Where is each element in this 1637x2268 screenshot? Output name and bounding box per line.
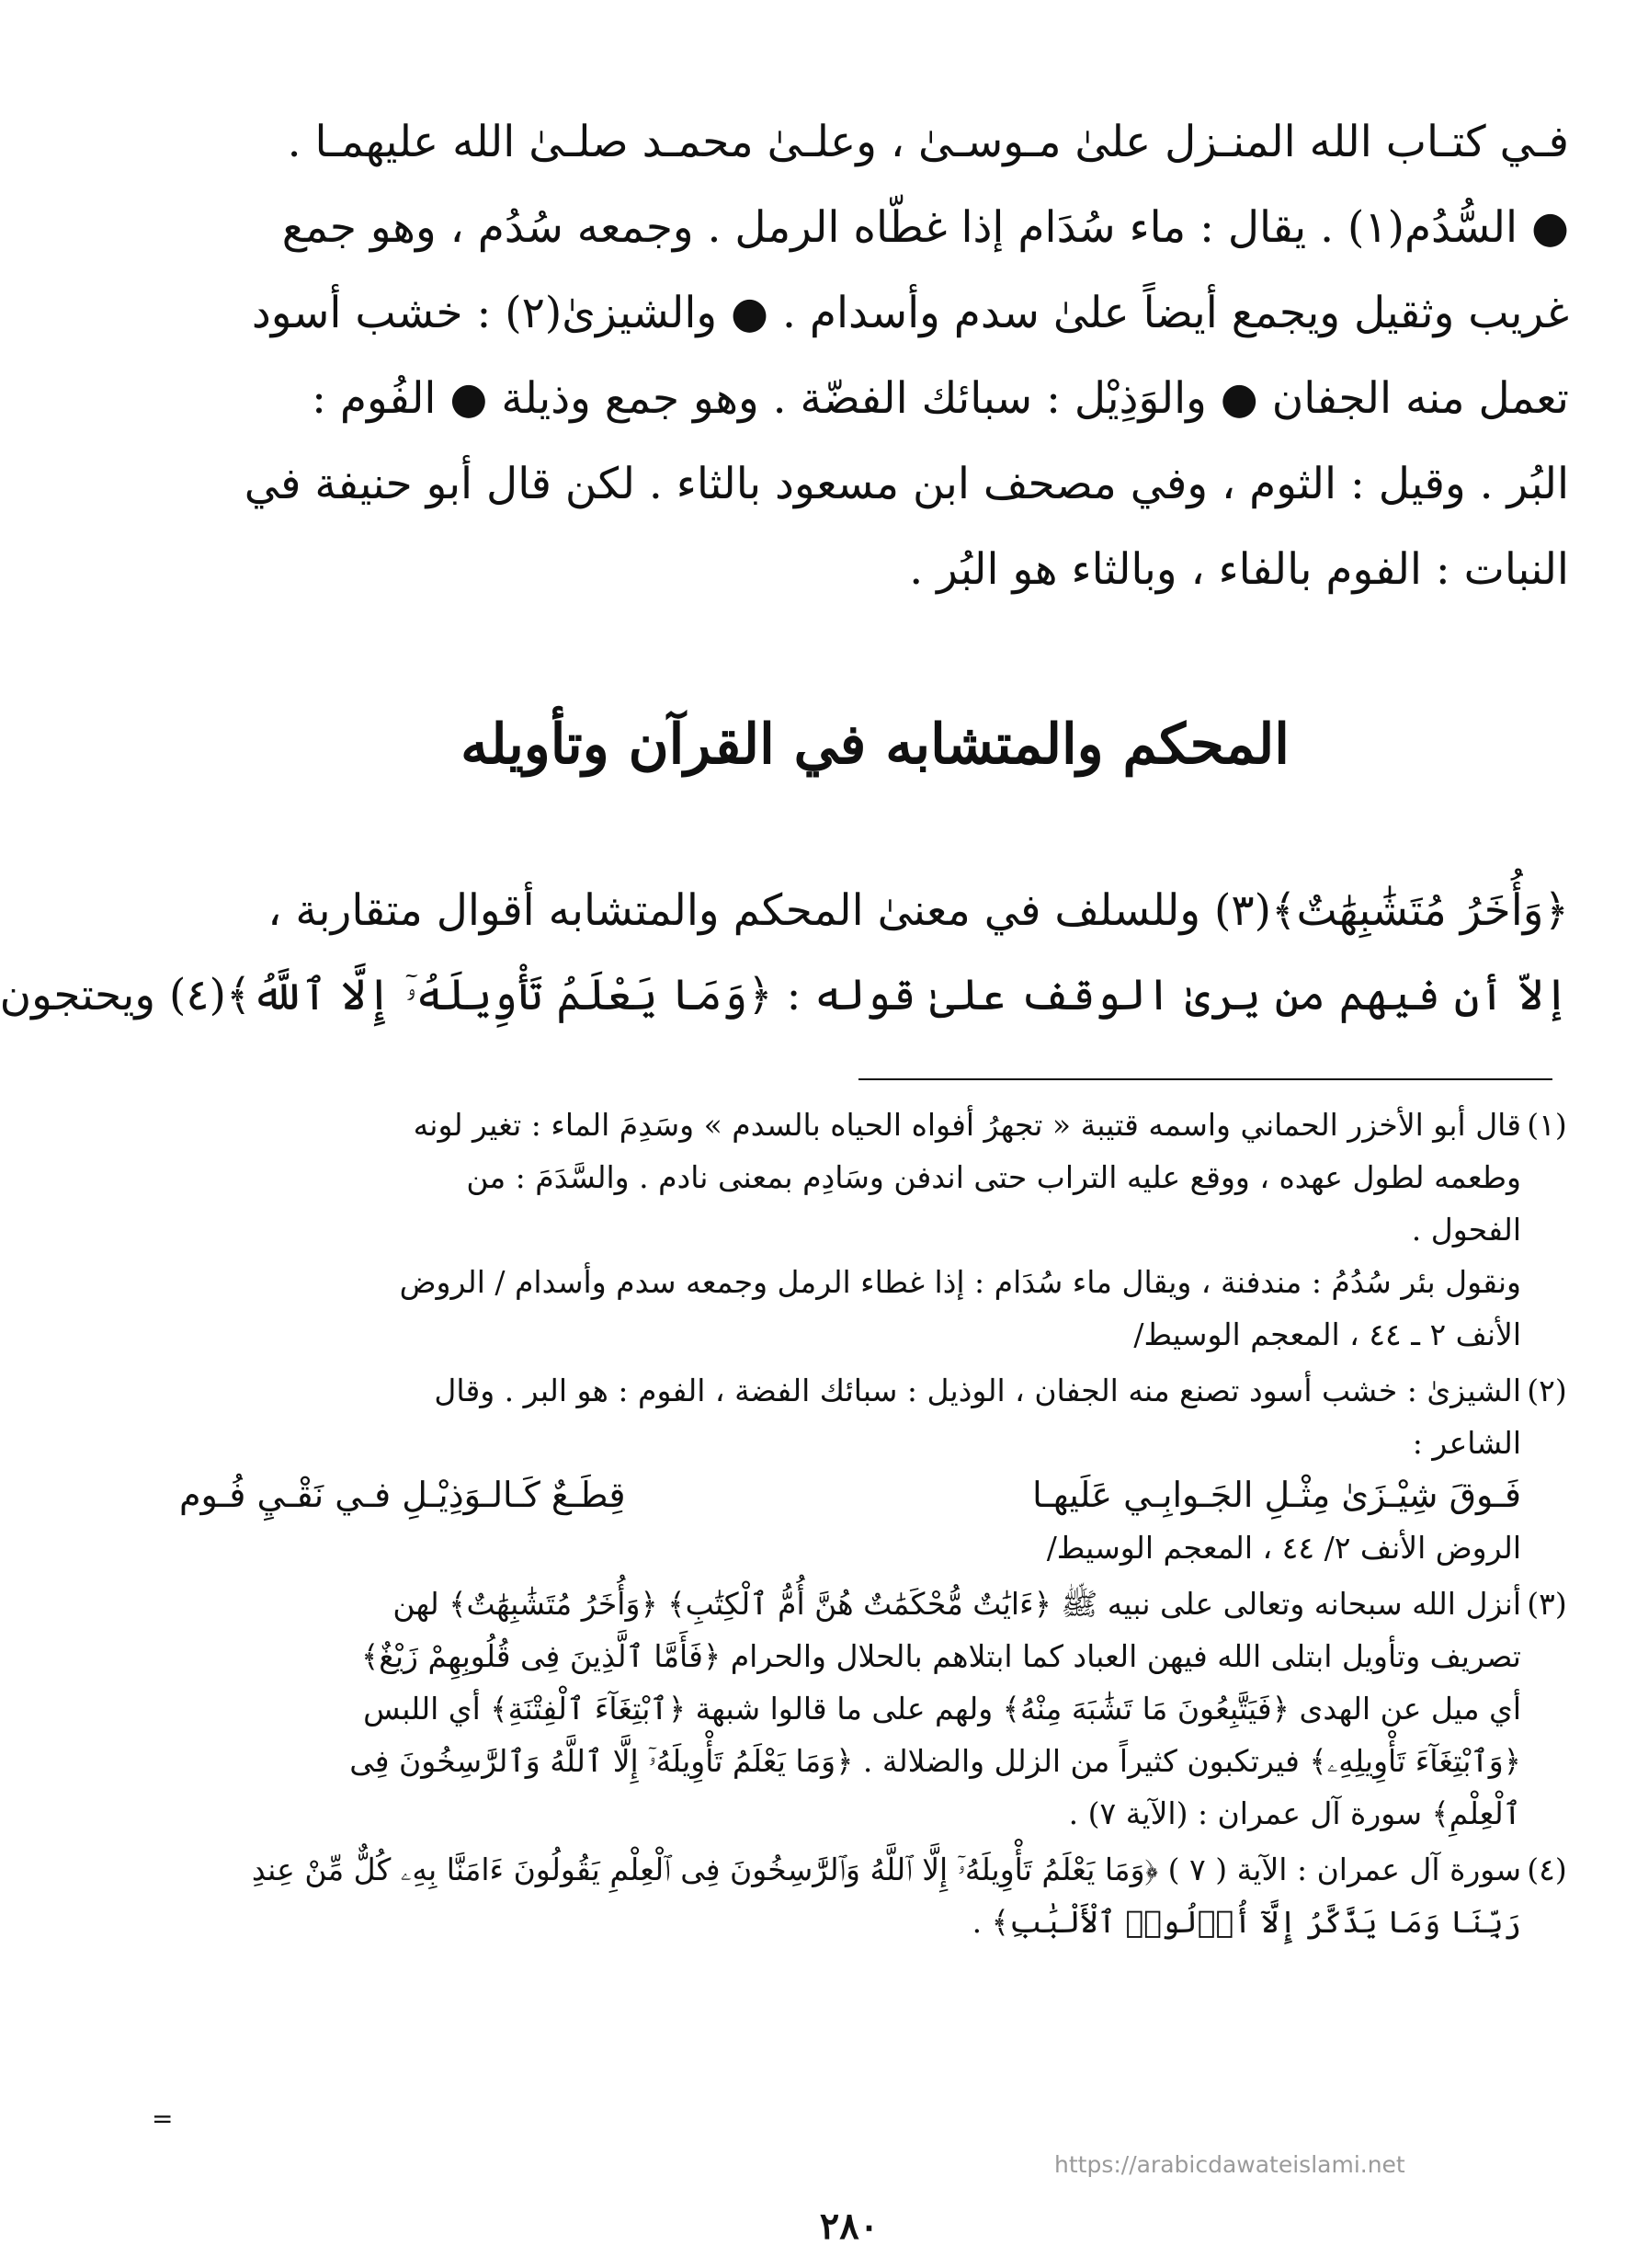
- body-paragraph: [181, 99, 1569, 612]
- footnote-4: [170, 1843, 1567, 1948]
- footnote-line: أي ميل عن الهدى ﴿فَيَتَّبِعُونَ مَا تَشَٰبَهَ مِنْهُ﴾ ولهم على ما قالوا شبهة ﴿ٱبْتِغَآءَ ٱلْفِتْنَةِ﴾ أي اللبس: [363, 1691, 1521, 1727]
- footnote-line: أنزل الله سبحانه وتعالى على نبيه ﷺ ﴿ءَايَٰتٌ مُّحْكَمَٰتٌ هُنَّ أُمُّ ٱلْكِتَٰبِ﴾ ﴿وَأُخَرُ مُتَشَٰبِهَٰتٌ﴾ لهن: [392, 1586, 1521, 1622]
- page-number: ٢٨٠: [819, 2205, 880, 2248]
- body-line: فـي كتـاب الله المنـزل علىٰ مـوسـىٰ ، وعلـىٰ محمـد صلـىٰ الله عليهمـا .: [287, 117, 1569, 167]
- footnote-divider: [858, 1078, 1552, 1080]
- footnote-number: (٢): [1527, 1373, 1567, 1408]
- footnote-line: الروض الأنف ٢/ ٤٤ ، المعجم الوسيط/: [1046, 1530, 1521, 1566]
- body-line: غريب وثقيل ويجمع أيضاً علىٰ سدم وأسدام . ● والشيزىٰ(٢) : خشب أسود: [251, 288, 1569, 338]
- body-line: تعمل منه الجفان ● والوَذِيْل : سبائك الفضّة . وهو جمع وذيلة ● الفُوم :: [312, 373, 1569, 424]
- footnote-line: تصريف وتأويل ابتلى الله فيهن العباد كما ابتلاهم بالحلال والحرام ﴿فَأَمَّا ٱلَّذِينَ فِى قُلُوبِهِمْ زَيْغٌ﴾: [360, 1638, 1521, 1674]
- poem-hemistich-first: فَـوقَ شِيْـزَىٰ مِثْـلِ الجَـوابِـي عَلَيهـا: [1032, 1475, 1521, 1515]
- section-line: ﴿وَأُخَرُ مُتَشَٰبِهَٰتٌ﴾(٣) وللسلف في معنىٰ المحكم والمتشابه أقوال متقاربة ،: [267, 885, 1569, 936]
- body-line: البُر . وقيل : الثوم ، وفي مصحف ابن مسعود بالثاء . لكن قال أبو حنيفة في: [244, 459, 1569, 509]
- footnote-2: [170, 1364, 1567, 1574]
- section-paragraph: [0, 869, 1569, 1038]
- footnote-line: وطعمه لطول عهده ، ووقع عليه التراب حتى اندفن وسَادِم بمعنى نادم . والسَّدَمَ : من: [466, 1159, 1521, 1195]
- footnote-line: سورة آل عمران : الآية ( ٧ ) ﴿وَمَا يَعْلَمُ تَأْوِيلَهُۥٓ إِلَّا ٱللَّهُ وَٱلرَّٰسِخُونَ فِى ٱلْعِلْمِ يَقُولُونَ ءَامَنَّا بِهِۦ كُلٌّ مِّنْ عِندِ: [251, 1852, 1521, 1887]
- continuation-mark: =: [152, 2103, 174, 2134]
- footnote-number: (٣): [1527, 1586, 1567, 1622]
- footnote-line: ونقول بئر سُدُمُ : مندفنة ، ويقال ماء سُدَام : إذا غطاء الرمل وجمعه سدم وأسدام / الروض: [399, 1264, 1521, 1300]
- footnote-1: [170, 1099, 1567, 1361]
- footnote-line: الشاعر :: [1412, 1425, 1521, 1461]
- section-line: إلاّ أن فيهم من يرىٰ الوقف علىٰ قوله : ﴿وَمَا يَعْلَمُ تَأْوِيلَهُۥٓ إِلَّا ٱللَّهُ﴾(٤) ويحتجون: [0, 970, 1569, 1020]
- body-line: النبات : الفوم بالفاء ، وبالثاء هو البُر .: [909, 544, 1569, 595]
- poem-verse: [170, 1469, 1521, 1521]
- footnote-line: ﴿وَٱبْتِغَآءَ تَأْوِيلِهِۦ﴾ فيرتكبون كثيراً من الزلل والضلالة . ﴿وَمَا يَعْلَمُ تَأْوِيلَهُۥٓ إِلَّا ٱللَّهُ وَٱلرَّٰسِخُونَ فِى: [349, 1743, 1521, 1779]
- footnote-number: (٤): [1527, 1852, 1567, 1887]
- body-line: ● السُّدُم(١) . يقال : ماء سُدَام إذا غطّاه الرمل . وجمعه سُدُم ، وهو جمع: [281, 202, 1569, 253]
- footnote-number: (١): [1527, 1107, 1567, 1143]
- poem-hemistich-second: قِطَـعٌ كَـالـوَذِيْـلِ فـي نَقْـيِ فُـوم: [179, 1475, 626, 1515]
- footnote-line: قال أبو الأخزر الحماني واسمه قتيبة « تجهرُ أفواه الحياه بالسدم » وسَدِمَ الماء : تغير لونه: [413, 1107, 1521, 1143]
- footnote-line: ٱلْعِلْمِ﴾ سورة آل عمران : (الآية ٧) .: [1068, 1795, 1521, 1831]
- footnote-line: الأنف ٢ ـ ٤٤ ، المعجم الوسيط/: [1133, 1316, 1521, 1352]
- footnote-line: رَبِّنَا وَمَا يَذَّكَّرُ إِلَّآ أُو۟لُوا۟ ٱلْأَلْبَٰبِ﴾ .: [972, 1904, 1521, 1940]
- watermark-url: https://arabicdawateislami.net: [1054, 2151, 1405, 2178]
- footnotes: [170, 1099, 1567, 1952]
- section-title: المحكم والمتشابه في القرآن وتأويله: [460, 712, 1290, 777]
- footnote-line: الشيزىٰ : خشب أسود تصنع منه الجفان ، الوذيل : سبائك الفضة ، الفوم : هو البر . وقال: [434, 1373, 1521, 1408]
- footnote-3: [170, 1578, 1567, 1840]
- footnote-line: الفحول .: [1411, 1212, 1521, 1248]
